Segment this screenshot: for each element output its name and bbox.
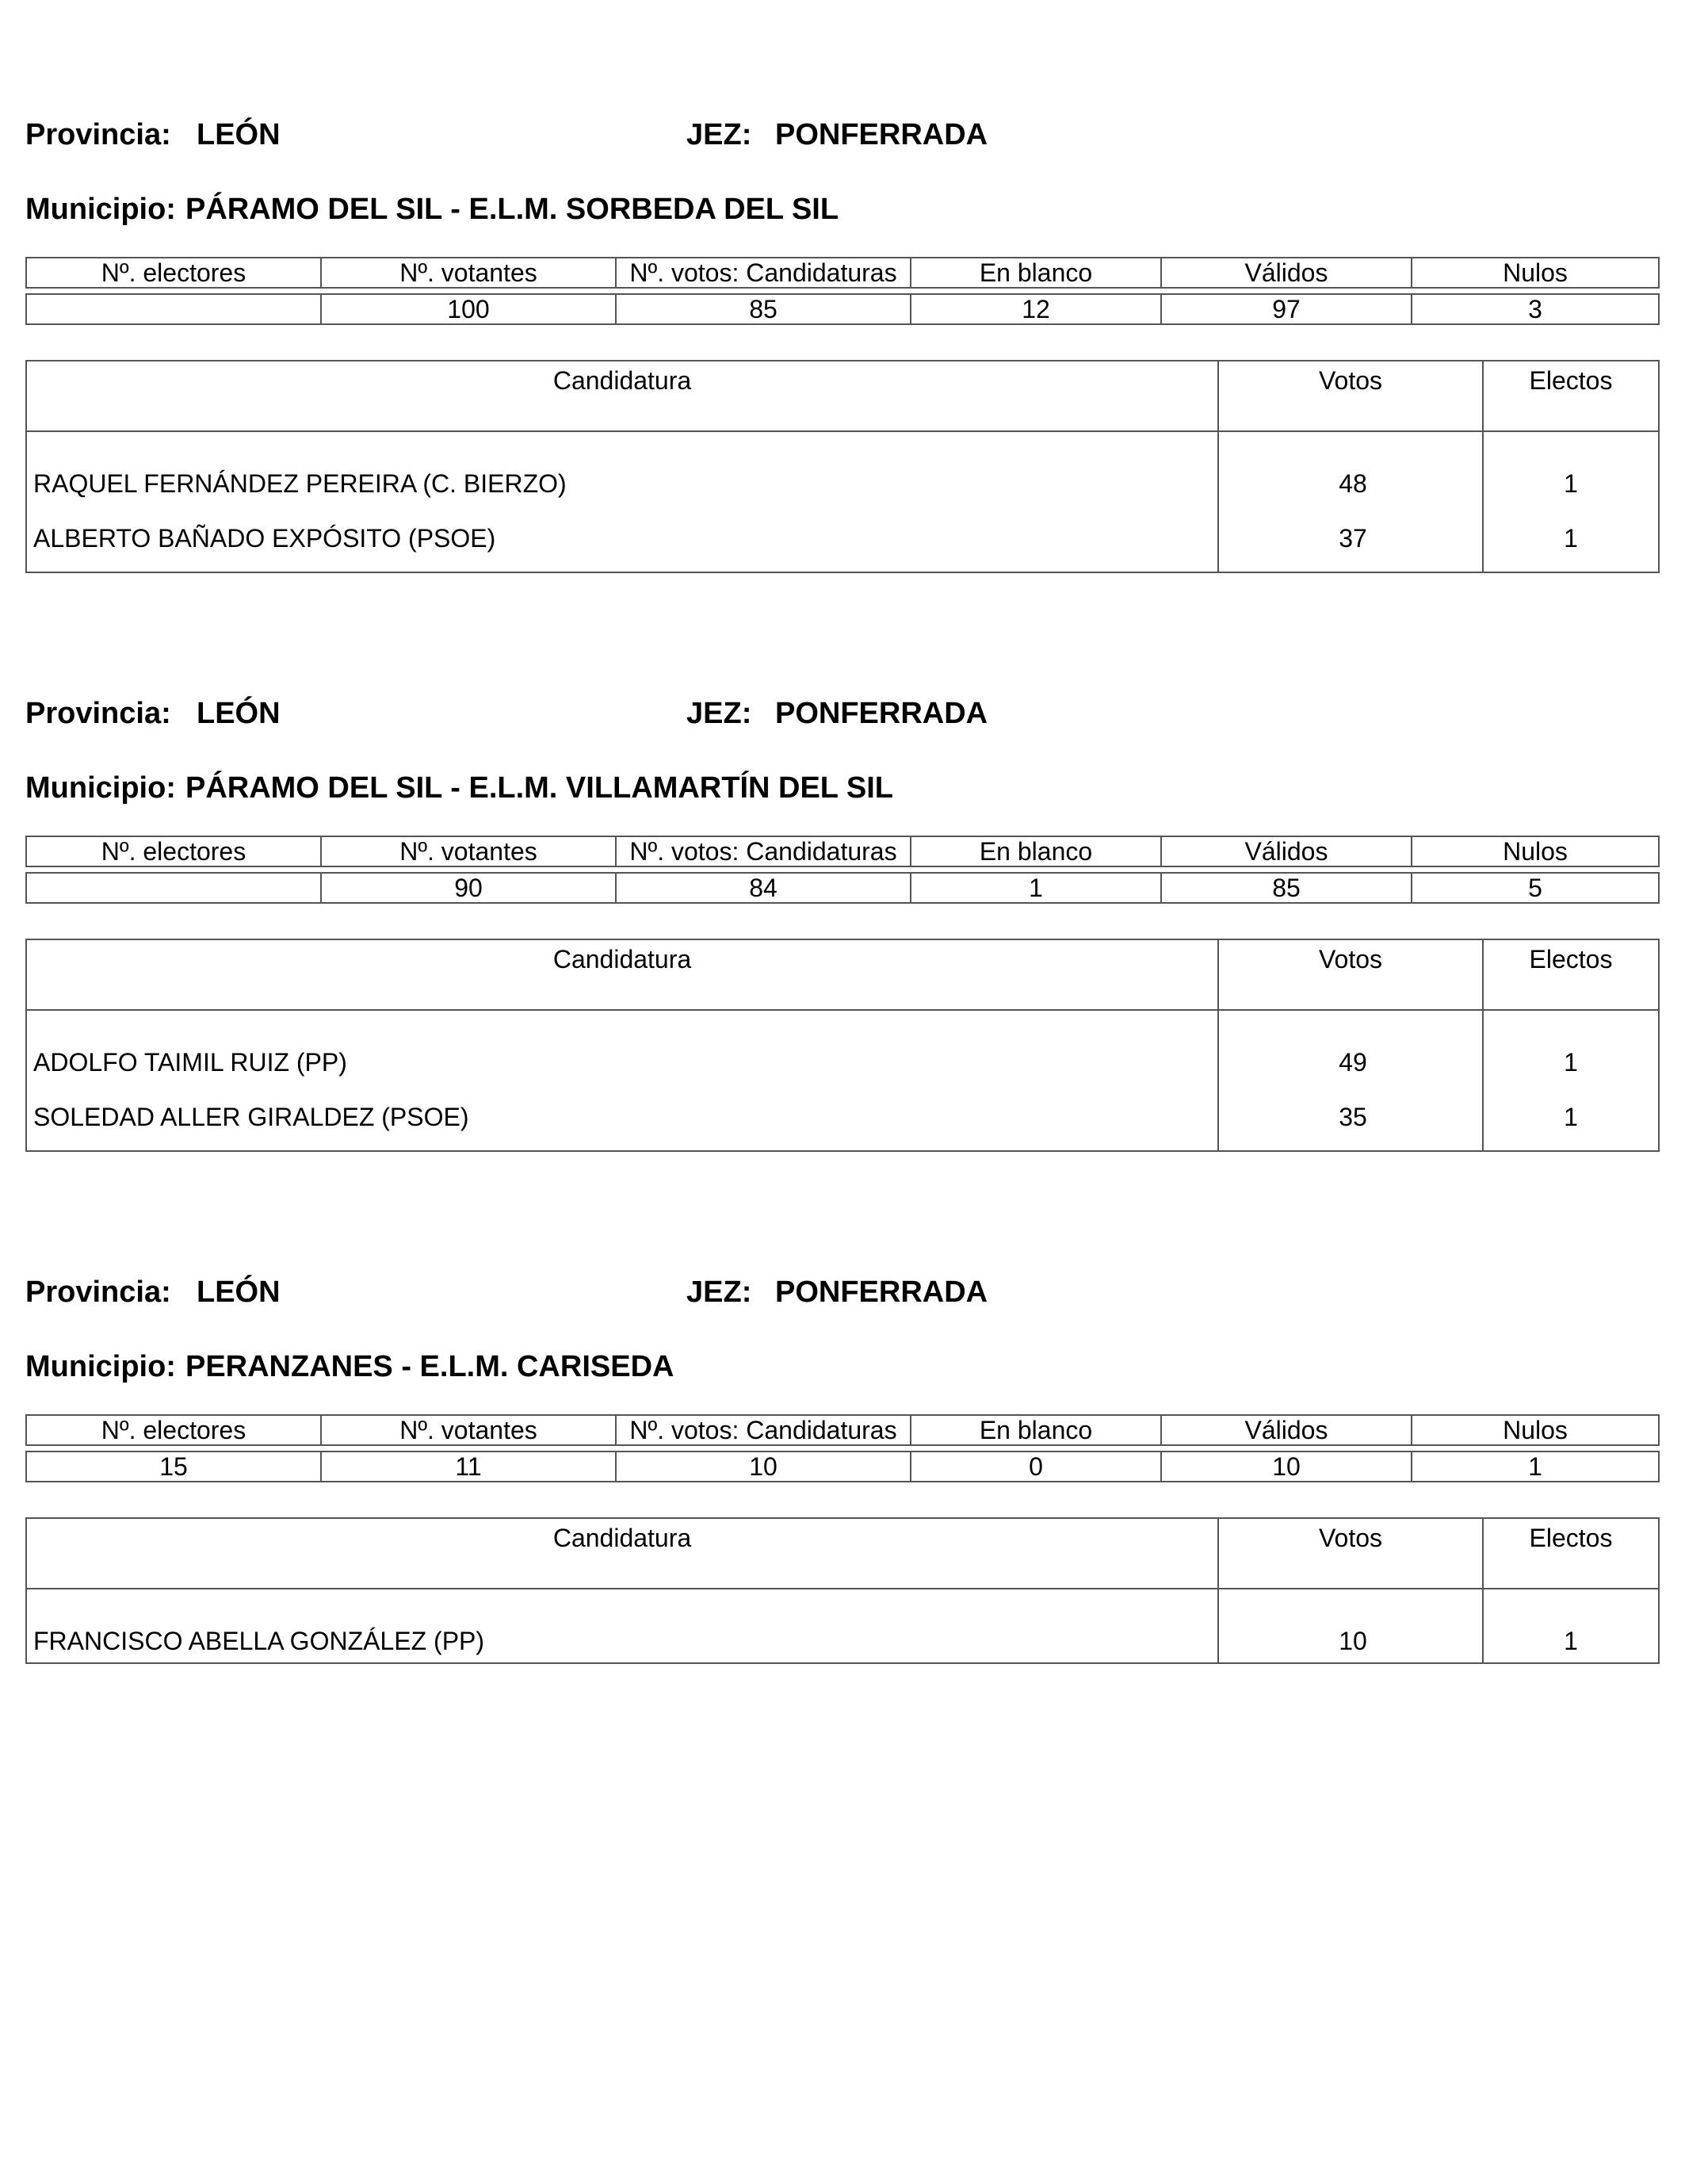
- stats-table: [25, 1414, 1660, 1482]
- stats-header-validos: Válidos: [1161, 836, 1412, 866]
- candidate-row: [26, 1589, 1659, 1663]
- provincia-value: LEÓN: [197, 1276, 281, 1309]
- candidate-votos: 37: [1218, 505, 1483, 572]
- header-candidatura: Candidatura: [26, 939, 1218, 1010]
- stats-table: [25, 836, 1660, 904]
- stats-table: [25, 257, 1660, 325]
- stats-votos-candidaturas: 10: [616, 1452, 911, 1482]
- stats-votos-candidaturas: 84: [616, 873, 911, 903]
- candidate-electos: 1: [1483, 1010, 1659, 1084]
- stats-votantes: 90: [321, 873, 616, 903]
- candidate-name: ADOLFO TAIMIL RUIZ (PP): [26, 1010, 1218, 1084]
- section-header: [25, 111, 1658, 159]
- stats-header-electores: Nº. electores: [26, 836, 321, 866]
- stats-header-row: [26, 258, 1659, 288]
- candidate-votos: 49: [1218, 1010, 1483, 1084]
- municipio-label: Municipio:: [25, 771, 176, 805]
- candidate-electos: 1: [1483, 1084, 1659, 1151]
- stats-header-electores: Nº. electores: [26, 1415, 321, 1445]
- stats-header-votos-candidaturas: Nº. votos: Candidaturas: [616, 1415, 911, 1445]
- stats-en-blanco: 1: [911, 873, 1161, 903]
- stats-nulos: 1: [1412, 1452, 1659, 1482]
- candidate-name: SOLEDAD ALLER GIRALDEZ (PSOE): [26, 1084, 1218, 1151]
- candidate-votos: 35: [1218, 1084, 1483, 1151]
- stats-header-row: [26, 836, 1659, 866]
- provincia-label: Provincia:: [25, 697, 171, 730]
- election-section-sorbeda: [25, 111, 1658, 553]
- candidate-row: [26, 1084, 1659, 1151]
- stats-nulos: 3: [1412, 294, 1659, 324]
- candidate-electos: 1: [1483, 431, 1659, 505]
- stats-votantes: 11: [321, 1452, 616, 1482]
- candidates-table: [25, 1517, 1660, 1664]
- jez-label: JEZ:: [686, 697, 752, 730]
- stats-header-votantes: Nº. votantes: [321, 258, 616, 288]
- stats-electores: [26, 873, 321, 903]
- candidates-table: [25, 360, 1660, 573]
- header-candidatura: Candidatura: [26, 1518, 1218, 1589]
- header-votos: Votos: [1218, 939, 1483, 1010]
- municipio-label: Municipio:: [25, 193, 176, 226]
- stats-header-en-blanco: En blanco: [911, 258, 1161, 288]
- municipio-line: [25, 186, 839, 233]
- municipio-value: PERANZANES - E.L.M. CARISEDA: [185, 1350, 674, 1383]
- stats-votos-candidaturas: 85: [616, 294, 911, 324]
- municipio-label: Municipio:: [25, 1350, 176, 1383]
- municipio-line: [25, 764, 893, 812]
- stats-electores: 15: [26, 1452, 321, 1482]
- stats-header-votos-candidaturas: Nº. votos: Candidaturas: [616, 836, 911, 866]
- candidate-row: [26, 431, 1659, 505]
- stats-header-nulos: Nulos: [1412, 836, 1659, 866]
- stats-votantes: 100: [321, 294, 616, 324]
- stats-nulos: 5: [1412, 873, 1659, 903]
- header-electos: Electos: [1483, 939, 1659, 1010]
- stats-header-electores: Nº. electores: [26, 258, 321, 288]
- stats-header-nulos: Nulos: [1412, 258, 1659, 288]
- candidate-row: [26, 1010, 1659, 1084]
- section-header: [25, 1268, 1658, 1316]
- stats-header-en-blanco: En blanco: [911, 836, 1161, 866]
- stats-validos: 10: [1161, 1452, 1412, 1482]
- provincia-label: Provincia:: [25, 1276, 171, 1309]
- stats-value-row: [26, 873, 1659, 903]
- candidate-name: FRANCISCO ABELLA GONZÁLEZ (PP): [26, 1589, 1218, 1663]
- candidates-header-row: [26, 361, 1659, 431]
- election-section-cariseda: [25, 1268, 1658, 1655]
- stats-electores: [26, 294, 321, 324]
- jez-label: JEZ:: [686, 118, 752, 151]
- stats-header-nulos: Nulos: [1412, 1415, 1659, 1445]
- provincia-value: LEÓN: [197, 697, 281, 730]
- candidates-header-row: [26, 939, 1659, 1010]
- municipio-value: PÁRAMO DEL SIL - E.L.M. SORBEDA DEL SIL: [185, 193, 839, 226]
- stats-header-votantes: Nº. votantes: [321, 1415, 616, 1445]
- candidates-table: [25, 939, 1660, 1152]
- stats-header-votos-candidaturas: Nº. votos: Candidaturas: [616, 258, 911, 288]
- candidate-votos: 10: [1218, 1589, 1483, 1663]
- header-votos: Votos: [1218, 361, 1483, 431]
- header-candidatura: Candidatura: [26, 361, 1218, 431]
- candidate-name: RAQUEL FERNÁNDEZ PEREIRA (C. BIERZO): [26, 431, 1218, 505]
- jez-value: PONFERRADA: [775, 118, 988, 151]
- candidate-votos: 48: [1218, 431, 1483, 505]
- stats-header-votantes: Nº. votantes: [321, 836, 616, 866]
- section-header: [25, 690, 1658, 737]
- stats-en-blanco: 12: [911, 294, 1161, 324]
- municipio-value: PÁRAMO DEL SIL - E.L.M. VILLAMARTÍN DEL SIL: [185, 771, 893, 805]
- candidates-header-row: [26, 1518, 1659, 1589]
- stats-header-validos: Válidos: [1161, 1415, 1412, 1445]
- stats-en-blanco: 0: [911, 1452, 1161, 1482]
- stats-validos: 85: [1161, 873, 1412, 903]
- header-electos: Electos: [1483, 1518, 1659, 1589]
- candidate-row: [26, 505, 1659, 572]
- header-votos: Votos: [1218, 1518, 1483, 1589]
- stats-header-validos: Válidos: [1161, 258, 1412, 288]
- stats-header-en-blanco: En blanco: [911, 1415, 1161, 1445]
- candidate-electos: 1: [1483, 505, 1659, 572]
- stats-validos: 97: [1161, 294, 1412, 324]
- election-section-villamartin: [25, 690, 1658, 1131]
- provincia-value: LEÓN: [197, 118, 281, 151]
- stats-value-row: [26, 1452, 1659, 1482]
- candidate-name: ALBERTO BAÑADO EXPÓSITO (PSOE): [26, 505, 1218, 572]
- stats-value-row: [26, 294, 1659, 324]
- header-electos: Electos: [1483, 361, 1659, 431]
- jez-value: PONFERRADA: [775, 697, 988, 730]
- candidate-electos: 1: [1483, 1589, 1659, 1663]
- jez-value: PONFERRADA: [775, 1276, 988, 1309]
- stats-header-row: [26, 1415, 1659, 1445]
- provincia-label: Provincia:: [25, 118, 171, 151]
- jez-label: JEZ:: [686, 1276, 752, 1309]
- municipio-line: [25, 1343, 674, 1390]
